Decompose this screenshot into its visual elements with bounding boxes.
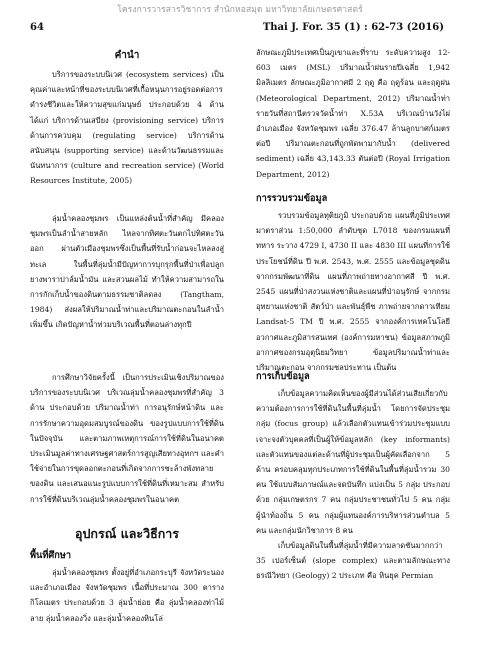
left-column [30, 45, 224, 626]
paragraph-study-area: ลุ่มน้ำคลองชุมพร ตั้งอยู่ที่อำเภอกระบุรี จังหวัดระนอง และอำเภอเมือง จังหวัดชุมพร เนื้อที่ประมาณ 300 ตารางกิโลเมตร ประกอบด้วย 3 ลุ่มน้ำย่อย คือ ลุ่มน้ำคลองท่าไม้ลาย ลุ่มน้ำคลองวิ่ง และลุ่มน้ำคลองหินโล่ [30, 568, 224, 623]
section-title-introduction: คำนำ [114, 50, 140, 61]
paragraph-research-objective: การศึกษาวิจัยครั้งนี้ เป็นการประเมินเชิงปริมาณของบริการของระบบนิเวศ บริเวณลุ่มน้ำคลองชุมพรที่สำคัญ 3 ด้าน ประกอบด้วย ปริมาณน้ำท่า การอนุรักษ์หน้าดิน และการรักษาความอุดมสมบูรณ์ของดิน ของรูปแบบการใช้ที่ดินในปัจจุบัน และตามภาพเหตุการณ์การใช้ที่ดินในอนาคต ประเมินมูลค่าทางเศรษฐศาสตร์การสูญเสียทางอุทกฯ และคำใช้จ่ายในการขุดลอกตะกอนที่เกิดจากการชะล้างพังทลายของดิน และเสนอแนะรูปแบบการใช้ที่ดินที่เหมาะสม สำหรับการใช้ที่ดินบริเวณลุ่มน้ำคลองชุมพรในอนาคต [30, 373, 224, 504]
paragraph-chumphon-watershed: ลุ่มน้ำคลองชุมพร เป็นแหล่งต้นน้ำที่สำคัญ มีคลองชุมพรเป็นลำน้ำสายหลัก ไหลจากทิศตะวันตกไปทิศตะวันออก ผ่านตัวเมืองชุมพรซึ่งเป็นพื้นที่รับน้ำก่อนจะไหลลงสู่ทะเล ในพื้นที่ลุ่มน้ำมีปัญหาการบุกรุกพื้นที่ป่าเพื่อปลูกยางพาราปาล์มน้ำมัน และสวนผลไม้ ทำให้ความสามารถในการกักเก็บน้ำของดินตามธรรมชาติลดลง (Tangtham, 1984) ส่งผลให้ปริมาณน้ำท่าและปริมาณตะกอนในลำน้ำเพิ่มขึ้น เกิดปัญหาน้ำท่วมบริเวณพื้นที่ตอนล่างทุกปี [30, 214, 224, 330]
paragraph-stakeholder-survey: เก็บข้อมูลความคิดเห็นของผู้มีส่วนได้ส่วนเสียเกี่ยวกับความต้องการการใช้ที่ดินในพื้นที่ลุ่มน้ำ โดยการจัดประชุมกลุ่ม (focus group) แล้วเลือกตัวแทนเข้าร่วมประชุมแบบเจาะจงตัวบุคคลที่เป็นผู้ให้ข้อมูลหลัก (key informants) และตัวแทนของแต่ละด้านที่ผู้ประชุมเป็นผู้คัดเลือกจาก 5 ด้าน ครอบคลุมทุกประเภทการใช้ที่ดินในพื้นที่ลุ่มน้ำรวม 30 คน ใช้แบบสัมภาษณ์และจดบันทึก แบ่งเป็น 5 กลุ่ม ประกอบด้วย กลุ่มเกษตรกร 7 คน กลุ่มประชาชนทั่วไป 5 คน กลุ่มผู้นำท้องถิ่น 5 คน กลุ่มผู้แทนองค์การบริหารส่วนตำบล 5 คน และกลุ่มนักวิชาการ 8 คน [256, 389, 450, 535]
right-column [256, 45, 450, 584]
paragraph-topography: ลักษณะภูมิประเทศเป็นภูเขาและที่ราบ ระดับความสูง 12-603 เมตร (MSL) ปริมาณน้ำฝนรายปีเฉลี่ย 1,942 มิลลิเมตร ลักษณะภูมิอากาศมี 2 ฤดู คือ ฤดูร้อน และฤดูฝน (Meteorological Department, 2012) ปริมาณน้ำท่ารายวันที่สถานีตรวจวัดน้ำท่า X.53A บริเวณบ้านวังไผ่ อำเภอเมือง จังหวัดชุมพร เฉลี่ย 376.47 ล้านลูกบาศก์เมตรต่อปี ปริมาณตะกอนที่ถูกพัดพามากับน้ำ (delivered sediment) เฉลี่ย 43,143.33 ตันต่อปี (Royal Irrigation Department, 2012) [256, 48, 450, 179]
paragraph-soil-sampling: เก็บข้อมูลดินในพื้นที่ลุ่มน้ำที่มีความลาดชันมากกว่า 35 เปอร์เซ็นต์ (slope complex) และตามลักษณะทางธรณีวิทยา (Geology) 2 ประเภท คือ หินยุค Permian [256, 541, 450, 581]
page-header [30, 22, 444, 36]
paragraph-ecosystem-services: บริการของระบบนิเวศ (ecosystem services) เป็นคุณค่าและหน้าที่ของระบบนิเวศที่เกื้อหนุนการอยู่รอดต่อการดำรงชีวิตและให้ความสุขแก่มนุษย์ ประกอบด้วย 4 ด้าน ได้แก่ บริการด้านเสบียง (provisioning service) บริการด้านการควบคุม (regulating service) บริการด้านสนับสนุน (supporting service) และด้านวัฒนธรรมและนันทนาการ (culture and recreation service) (World Resources Institute, 2005) [30, 70, 224, 186]
journal-citation: Thai J. For. 35 (1) : 62-73 (2016) [262, 22, 444, 33]
section-title-methods: อุปกรณ์ และวิธีการ [74, 526, 180, 541]
watermark: โครงการวารสารวิชาการ สำนักหอสมุด มหาวิทยาลัยเกษตรศาสตร์ [117, 5, 363, 15]
subsection-title-data-collection: การรวบรวมข้อมูล [256, 193, 328, 204]
subsection-title-study-area: พื้นที่ศึกษา [30, 550, 72, 561]
page-number: 64 [30, 22, 44, 33]
subsection-title-field-collection: การเก็บข้อมูล [256, 371, 310, 382]
paragraph-secondary-data: รวบรวมข้อมูลทุติยภูมิ ประกอบด้วย แผนที่ภูมิประเทศมาตราส่วน 1:50,000 ลำดับชุด L7018 ของกรมแผนที่ทหาร ระวาง 4729 I, 4730 II และ 4830 III แผนที่การใช้ประโยชน์ที่ดิน ปี พ.ศ. 2543, พ.ศ. 2555 และข้อมูลชุดดิน จากกรมพัฒนาที่ดิน แผนที่ภาพถ่ายทางอากาศสี ปี พ.ศ. 2545 แผนที่ป่าสงวนแห่งชาติและแผนที่ป่าอนุรักษ์ จากกรมอุทยานแห่งชาติ สัตว์ป่า และพันธุ์พืช ภาพถ่ายจากดาวเทียม Landsat-5 TM ปี พ.ศ. 2555 จากองค์การเทคโนโลยีอวกาศและภูมิสารสนเทศ (องค์การมหาชน) ข้อมูลสภาพภูมิอากาศของกรมอุตุนิยมวิทยา ข้อมูลปริมาณน้ำท่าและปริมาณตะกอน จากกรมชลประทาน เป็นต้น [256, 211, 450, 373]
